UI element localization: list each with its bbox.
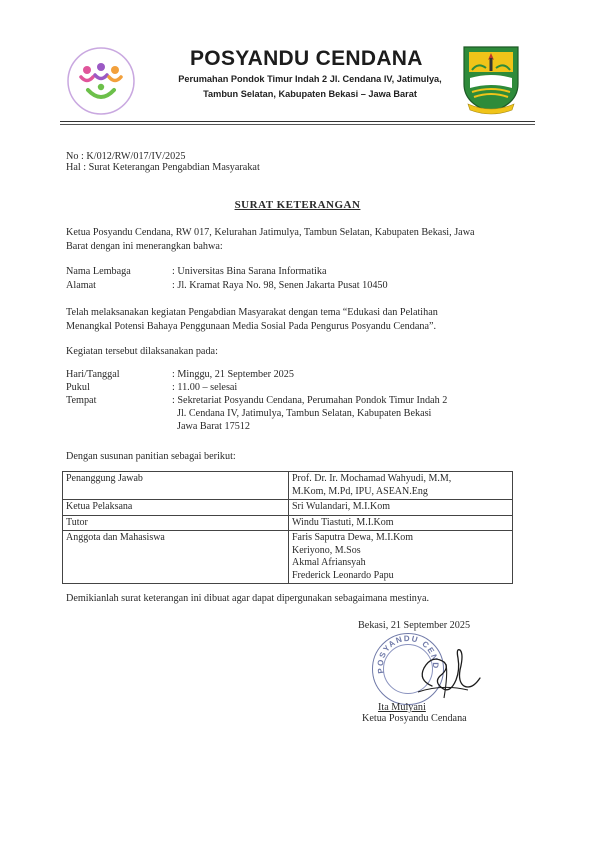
name-line: Sri Wulandari, M.I.Kom xyxy=(292,501,391,512)
letter-subject: Hal : Surat Keterangan Pengabdian Masyarakat xyxy=(66,162,260,173)
table-row xyxy=(63,472,513,500)
letter-title: SURAT KETERANGAN xyxy=(234,199,361,211)
committee-intro: Dengan susunan panitian sebagai berikut: xyxy=(66,451,236,462)
address-line-2: Tambun Selatan, Kabupaten Bekasi – Jawa Barat xyxy=(203,89,417,99)
closing-sentence: Demikianlah surat keterangan ini dibuat agar dapat dipergunakan sebagaimana mestinya. xyxy=(66,593,430,604)
names-cell xyxy=(289,472,513,500)
header-divider-thin xyxy=(60,124,535,125)
institution-address-value: : Jl. Kramat Raya No. 98, Senen Jakarta Pusat 10450 xyxy=(172,280,388,291)
name-line: Keriyono, M.Sos xyxy=(292,544,361,556)
name-line: Akmal Afriansyah xyxy=(292,557,366,568)
names-cell xyxy=(289,531,513,584)
committee-table xyxy=(62,471,513,584)
place-line-3: Jawa Barat 17512 xyxy=(177,421,250,432)
name-line: M.Kom, M.Pd, IPU, ASEAN.Eng xyxy=(292,485,428,497)
role-cell: Ketua Pelaksana xyxy=(63,500,289,516)
header-divider-thick xyxy=(60,121,535,122)
time-label: Pukul xyxy=(66,382,90,393)
name-line: Frederick Leonardo Papu xyxy=(292,569,394,581)
held-intro: Kegiatan tersebut dilaksanakan pada: xyxy=(66,346,218,357)
posyandu-logo xyxy=(66,46,136,116)
stamp-text: POSYANDU CEND xyxy=(375,633,441,675)
name-line: Prof. Dr. Ir. Mochamad Wahyudi, M.M, xyxy=(292,473,452,484)
institution-name-label: Nama Lembaga xyxy=(66,266,131,277)
signer-title: Ketua Posyandu Cendana xyxy=(362,713,467,724)
names-cell xyxy=(289,500,513,516)
name-line: Faris Saputra Dewa, M.I.Kom xyxy=(292,532,414,543)
role-cell: Penanggung Jawab xyxy=(63,472,289,500)
activity-line-1: Telah melaksanakan kegiatan Pengabdian Masyarakat dengan tema “Edukasi dan Pelatihan xyxy=(66,307,438,318)
day-value: : Minggu, 21 September 2025 xyxy=(172,369,294,380)
table-row xyxy=(63,531,513,584)
signer-name: Ita Mulyani xyxy=(378,702,426,713)
day-label: Hari/Tanggal xyxy=(66,369,120,380)
name-line: Windu Tiastuti, M.I.Kom xyxy=(292,516,394,528)
place-label: Tempat xyxy=(66,395,97,406)
intro-line-2: Barat dengan ini menerangkan bahwa: xyxy=(66,241,223,252)
organization-address xyxy=(165,72,455,102)
place-line-1: : Sekretariat Posyandu Cendana, Perumahan Pondok Timur Indah 2 xyxy=(172,395,448,406)
activity-line-2: Menangkal Potensi Bahaya Penggunaan Media Sosial Pada Pengurus Posyandu Cendana”. xyxy=(66,321,437,332)
institution-address-label: Alamat xyxy=(66,280,96,291)
institution-name-value: : Universitas Bina Sarana Informatika xyxy=(172,266,327,277)
role-cell: Anggota dan Mahasiswa xyxy=(63,531,289,584)
place-line-2: Jl. Cendana IV, Jatimulya, Tambun Selatan, Kabupaten Bekasi xyxy=(177,408,432,419)
table-row xyxy=(63,500,513,516)
kabupaten-bekasi-emblem xyxy=(460,44,522,116)
address-line-1: Perumahan Pondok Timur Indah 2 Jl. Cendana IV, Jatimulya, xyxy=(178,74,442,84)
activity-paragraph xyxy=(66,306,518,334)
table-row xyxy=(63,515,513,531)
time-value: : 11.00 – selesai xyxy=(172,382,238,393)
names-cell xyxy=(289,515,513,531)
letter-number: No : K/012/RW/017/IV/2025 xyxy=(66,151,186,162)
organization-name: POSYANDU CENDANA xyxy=(190,47,423,70)
intro-paragraph xyxy=(66,226,518,254)
intro-line-1: Ketua Posyandu Cendana, RW 017, Kelurahan Jatimulya, Tambun Selatan, Kabupaten Bekasi, Jawa xyxy=(66,227,475,238)
place-date: Bekasi, 21 September 2025 xyxy=(358,620,471,631)
role-cell: Tutor xyxy=(63,515,289,531)
signature xyxy=(398,640,488,708)
